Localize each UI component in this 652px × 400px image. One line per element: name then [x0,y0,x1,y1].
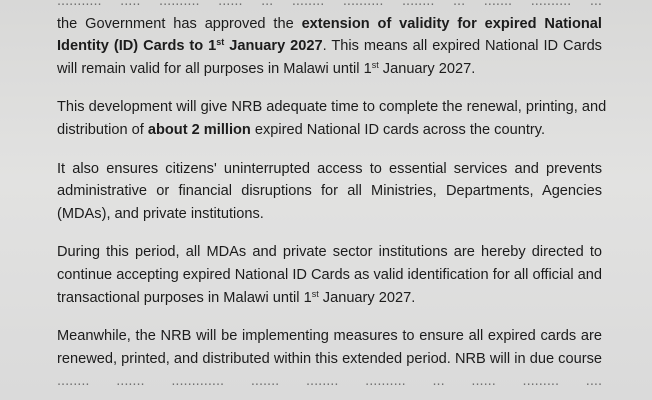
cropped-text-line [57,370,602,393]
text-run: administrative or financial disruptions for all Ministries, Departments, Agencies [57,183,602,200]
text-line [57,58,602,81]
ordinal-suffix: st [311,288,319,299]
text-line [57,264,602,287]
text-line [57,35,602,58]
text-run: renewed, printed, and distributed within this extended period. NRB will in due course [57,350,602,367]
bold-text: January 2027 [224,38,323,55]
bold-text: extension of validity for expired National [301,15,602,32]
paragraph-3 [57,158,602,226]
text-run: January 2027. [378,60,476,77]
text-run: This development will give NRB adequate time to complete the renewal, printing, and [57,99,607,116]
text-run: It also ensures citizens' uninterrupted access to essential services and prevents [57,160,602,177]
ordinal-suffix: st [216,37,225,48]
document-body [57,0,607,400]
text-line [57,13,602,36]
text-run: distribution of [57,121,148,138]
cropped-text-line [57,0,602,13]
text-line [57,158,602,181]
bold-text: about 2 million [147,121,251,138]
text-line [57,96,607,119]
ordinal-suffix: st [371,59,379,70]
text-run: During this period, all MDAs and private sector institutions are hereby directed to [57,244,602,261]
text-line [57,348,602,371]
text-run: continue accepting expired National ID Cards as valid identification for all official and [57,266,602,283]
paragraph-5 [57,325,602,393]
text-run: . This means all expired National ID Cards [322,38,602,55]
text-run: (MDAs), and private institutions. [57,205,264,222]
text-line [57,287,602,310]
paragraph-1 [57,0,602,80]
text-run: the Government has approved the [57,15,302,32]
text-run: expired National ID cards across the country. [250,121,545,138]
text-run: ........ ....... ............. ....... ........ .......... ... ...... ......... .... [57,373,602,390]
text-line [57,119,602,142]
bold-text: Identity (ID) Cards to 1 [57,38,217,55]
text-run: will remain valid for all purposes in Malawi until 1 [57,60,372,77]
text-run: transactional purposes in Malawi until 1 [57,289,312,306]
text-run: ........... ..... .......... ...... ... ........ .......... ........ ... ....... .......... ... [57,0,602,9]
text-line [57,241,602,264]
text-run: January 2027. [318,289,416,306]
text-line [57,325,602,348]
text-line [57,180,602,203]
paragraph-4 [57,241,602,309]
paragraph-2 [57,96,607,141]
text-run: Meanwhile, the NRB will be implementing measures to ensure all expired cards are [57,328,602,345]
text-line [57,203,602,226]
